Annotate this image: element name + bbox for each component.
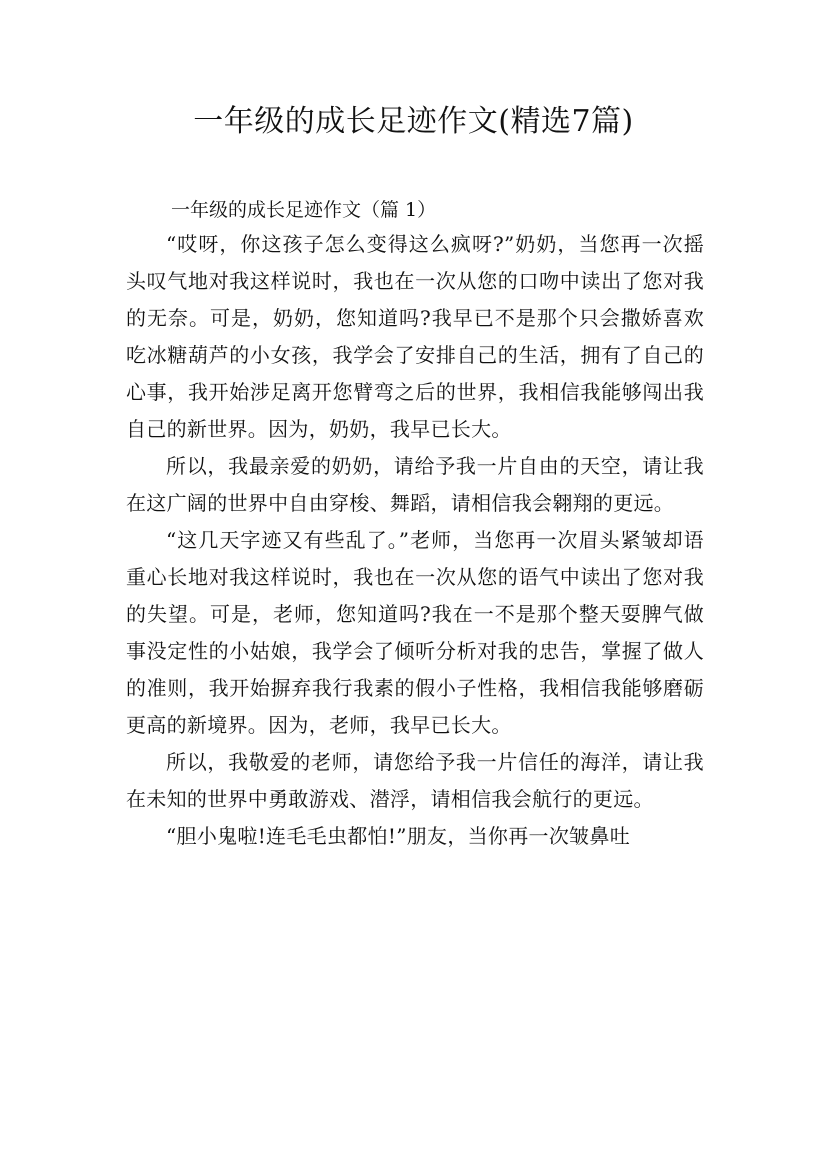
- paragraph-2: 所以，我最亲爱的奶奶，请给予我一片自由的天空，请让我在这广阔的世界中自由穿梭、舞蹈，请相信我会翱翔的更远。: [126, 454, 704, 515]
- document-body: [126, 194, 704, 855]
- paragraph-5: “胆小鬼啦!连毛毛虫都怕!”朋友，当你再一次皱鼻吐: [166, 824, 631, 848]
- paragraph-4: 所以，我敬爱的老师，请您给予我一片信任的海洋，请让我在未知的世界中勇敢游戏、潜浮，请相信我会航行的更远。: [126, 750, 704, 811]
- paragraph-3: “这几天字迹又有些乱了。”老师，当您再一次眉头紧皱却语重心长地对我这样说时，我也在一次从您的语气中读出了您对我的失望。可是，老师，您知道吗?我在一不是那个整天耍脾气做事没定性的小姑娘，我学会了倾听分析对我的忠告，掌握了做人的准则，我开始摒弃我行我素的假小子性格，我相信我能够磨砺更高的新境界。因为，老师，我早已长大。: [126, 528, 704, 737]
- section-heading: 一年级的成长足迹作文（篇 1）: [171, 199, 437, 221]
- document-title: 一年级的成长足迹作文(精选7篇): [193, 104, 634, 139]
- paragraph-1: “哎呀，你这孩子怎么变得这么疯呀?”奶奶，当您再一次摇头叹气地对我这样说时，我也在一次从您的口吻中读出了您对我的无奈。可是，奶奶，您知道吗?我早已不是那个只会撒娇喜欢吃冰糖葫芦的小女孩，我学会了安排自己的生活，拥有了自己的心事，我开始涉足离开您臂弯之后的世界，我相信我能够闯出我自己的新世界。因为，奶奶，我早已长大。: [126, 232, 704, 441]
